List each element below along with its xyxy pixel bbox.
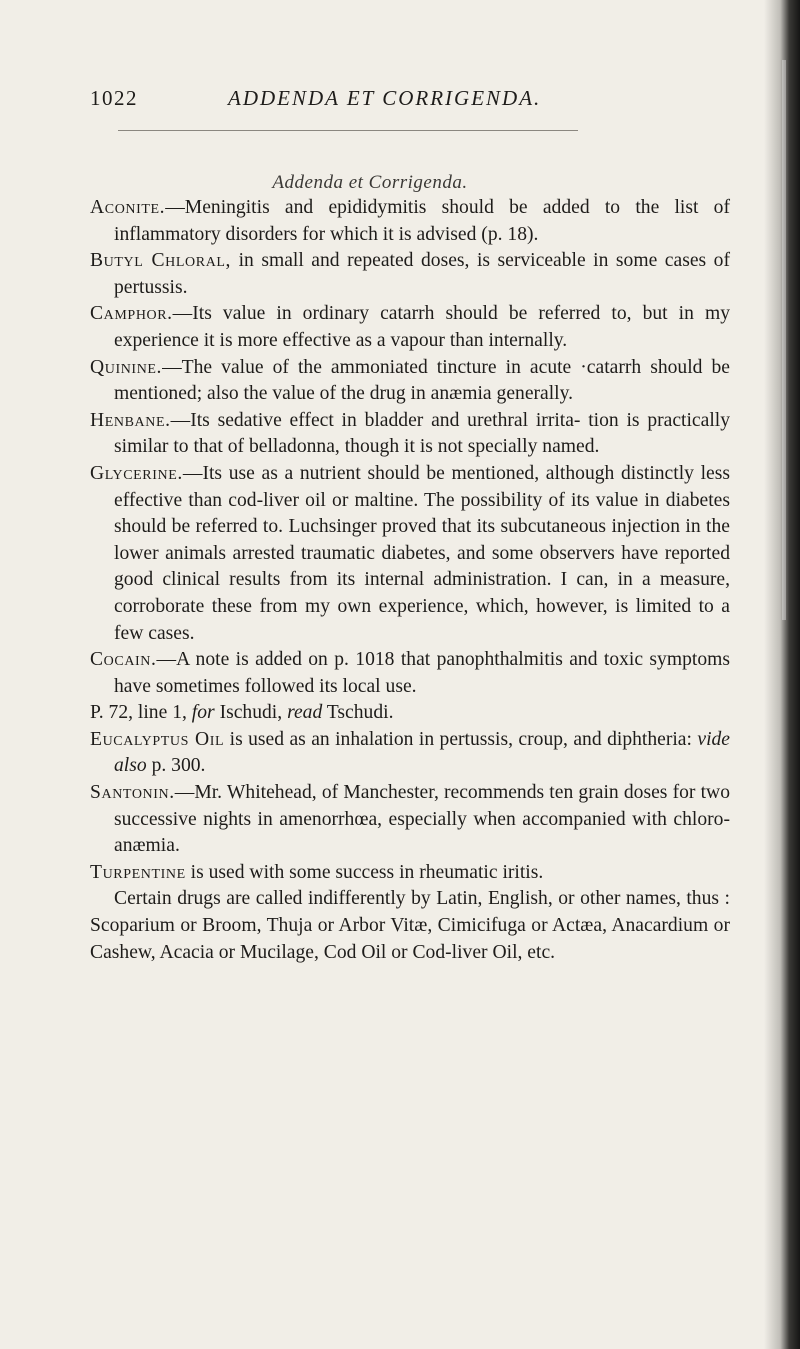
- entry-cocain: [90, 647, 730, 700]
- entry-text: —Mr. Whitehead, of Manchester, recommends ten grain doses for two successive nights in amenorrhœa, especially when accompanied with chloro-anæmia.: [114, 782, 730, 857]
- running-head-title: ADDENDA ET CORRIGENDA.: [228, 86, 542, 110]
- entry-text: —Its sedative effect in bladder and urethral irrita- tion is practically similar to that of belladonna, though it is not specially named.: [114, 409, 730, 458]
- entry-text: —A note is added on p. 1018 that panophthalmitis and toxic symptoms have sometimes followed its local use.: [114, 649, 730, 697]
- running-head: [90, 86, 690, 120]
- entry-term: Eucalyptus Oil: [90, 728, 225, 750]
- entry-quinine: [90, 355, 730, 408]
- entry-term: Aconite.: [90, 197, 166, 218]
- entry-term: Butyl Chloral,: [90, 250, 232, 272]
- entry-italic-for: for: [191, 702, 215, 724]
- entry-aconite: [90, 195, 730, 248]
- entry-text: —Meningitis and epididymitis should be added to the list of inflammatory disorders for which it is advised (p. 18).: [114, 197, 730, 245]
- entry-camphor: [90, 301, 730, 354]
- entry-term: Glycerine.: [90, 462, 183, 484]
- entry-term: Quinine.: [90, 356, 163, 378]
- entry-santonin: [90, 780, 730, 860]
- entry-term: Cocain.: [90, 649, 157, 671]
- entry-italic-read: read: [287, 702, 323, 724]
- section-title: Addenda et Corrigenda.: [272, 172, 468, 193]
- entry-text: p. 300.: [146, 755, 206, 777]
- entry-term: Turpentine: [90, 861, 186, 883]
- entry-italic-vide: vide also: [114, 728, 731, 777]
- entry-text: —The value of the ammoniated tincture in acute ·catarrh should be mentioned; also the value of the drug in anæmia generally.: [114, 356, 730, 405]
- entry-term: Santonin.: [90, 782, 175, 804]
- entry-term: Henbane.: [90, 409, 171, 431]
- entry-glycerine: [90, 461, 730, 647]
- page-number: 1022: [90, 86, 138, 110]
- entry-henbane: [90, 408, 730, 461]
- page-edge-highlight: [782, 60, 786, 620]
- entry-turpentine: [90, 860, 730, 887]
- entry-term: Camphor.: [90, 303, 173, 325]
- entry-text: is used with some success in rheumatic iritis.: [185, 861, 544, 883]
- entry-text: Tschudi.: [322, 702, 394, 724]
- entry-butyl-chloral: [90, 248, 730, 301]
- entry-eucalyptus-oil: [90, 727, 730, 780]
- entry-text: —Its use as a nutrient should be mentioned, although distinctly less effective than cod-liver oil or maltine. The possibility of its value in diabetes should be referred to. Luchsinger proved that its subcutaneous injection in the lower animals arrested traumatic diabetes, and some observers have reported good clinical results from its internal administration. I can, in a measure, corroborate these from my own experience, which, however, is limited to a few cases.: [114, 462, 730, 644]
- entry-text: Certain drugs are called indifferently by Latin, English, or other names, thus : Scoparium or Broom, Thuja or Arbor Vitæ, Cimicifuga or Actæa, Anacardium or Cashew, Acacia or Mucilage, Cod Oil or Cod-liver Oil, etc.: [90, 888, 730, 963]
- entries-list: [90, 195, 730, 966]
- entry-drug-names-note: [90, 886, 730, 966]
- header-rule: [118, 130, 578, 131]
- entry-correction-p72: [90, 700, 730, 727]
- entry-text: Ischudi,: [214, 702, 288, 724]
- entry-text: P. 72, line 1,: [90, 702, 192, 724]
- entry-text: in small and repeated doses, is serviceable in some cases of pertussis.: [114, 250, 730, 298]
- entry-text: —Its value in ordinary catarrh should be referred to, but in my experience it is more effective as a vapour than internally.: [114, 303, 730, 351]
- entry-text: is used as an inhalation in pertussis, croup, and diphtheria:: [224, 728, 698, 750]
